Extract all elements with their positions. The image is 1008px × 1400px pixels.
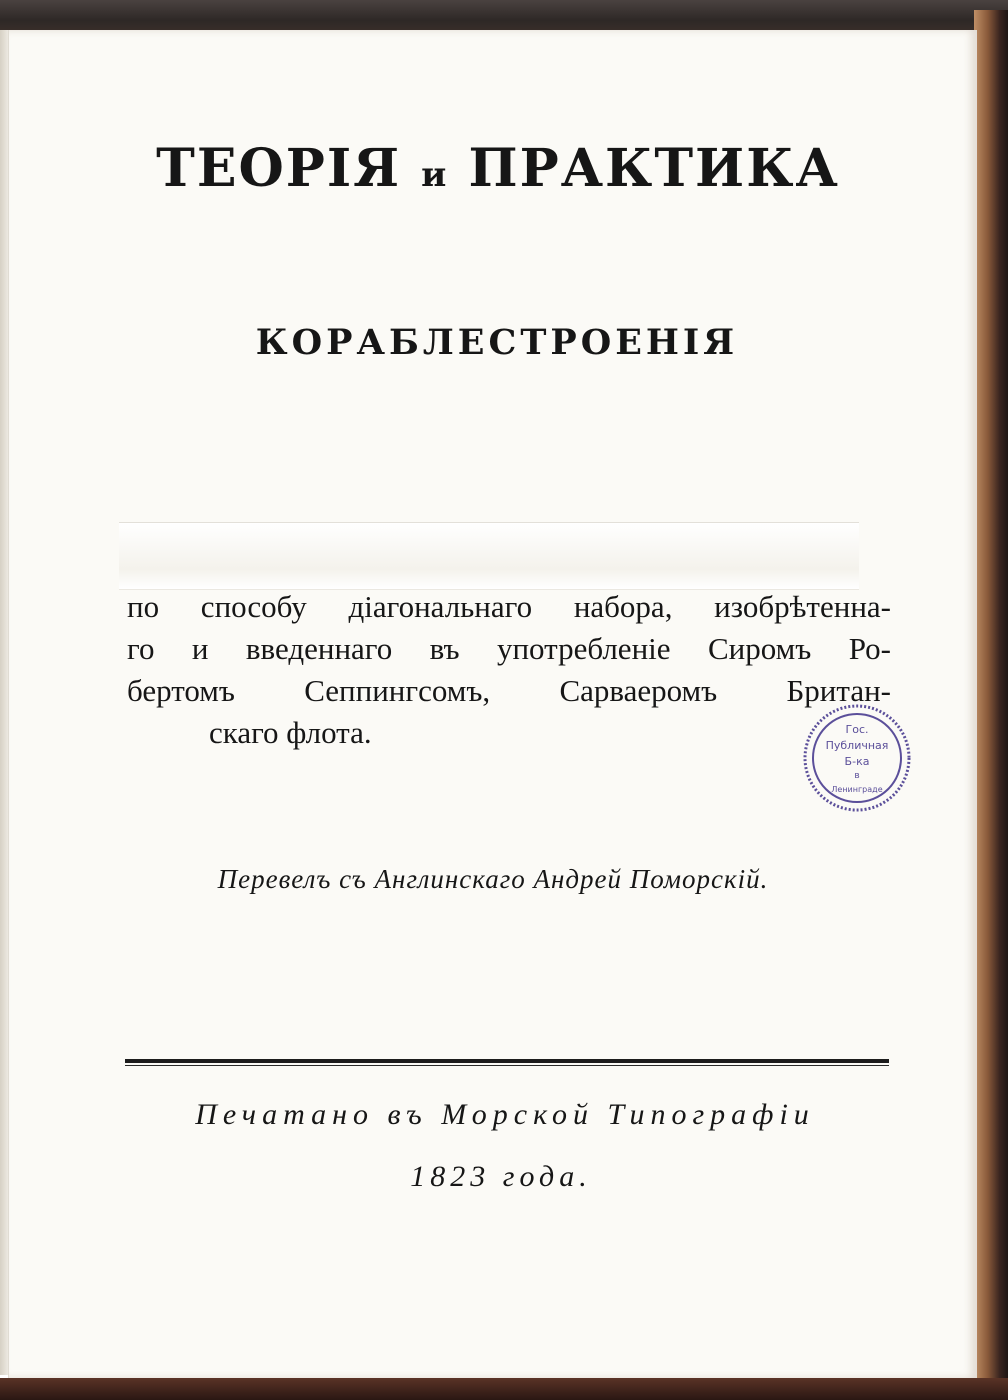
book-title-part1: ТЕОРІЯ [156,138,402,199]
translator-credit: Перевелъ съ Англинскаго Андрей Поморскій. [217,864,769,894]
description-line: бертомъ Сеппингсомъ, Сарваеромъ Британ- [127,673,891,708]
stamp-line-2: Публичная [825,739,889,752]
stamp-line-5: Ленинграде [831,785,883,794]
stamp-line-3: Б-ка [844,755,870,768]
book-title-part2: ПРАКТИКА [468,138,840,199]
stamp-line-4: в [854,771,860,781]
publication-year: 1823 года. [410,1160,592,1193]
double-rule-divider [125,1059,889,1066]
paper-crease [119,522,859,590]
description-line: го и введеннаго въ употребленіе Сиромъ Ро- [127,631,891,666]
description-line: по способу діагональнаго набора, изобрѣтенна- [127,589,891,624]
book-description [127,586,891,754]
printer-imprint: Печатано въ Морской Типографіи [195,1098,815,1131]
book-title-conjunction: и [421,155,449,195]
book-cover-edge-bottom [0,1378,1008,1400]
stamp-line-1: Гос. [845,723,869,736]
book-subtitle: КОРАБЛЕСТРОЕНІЯ [255,322,739,363]
title-page [8,30,977,1378]
library-stamp [801,702,913,814]
description-line: скаго флота. [209,715,372,750]
book-cover-edge-top [0,0,1008,34]
book-title [14,138,982,199]
